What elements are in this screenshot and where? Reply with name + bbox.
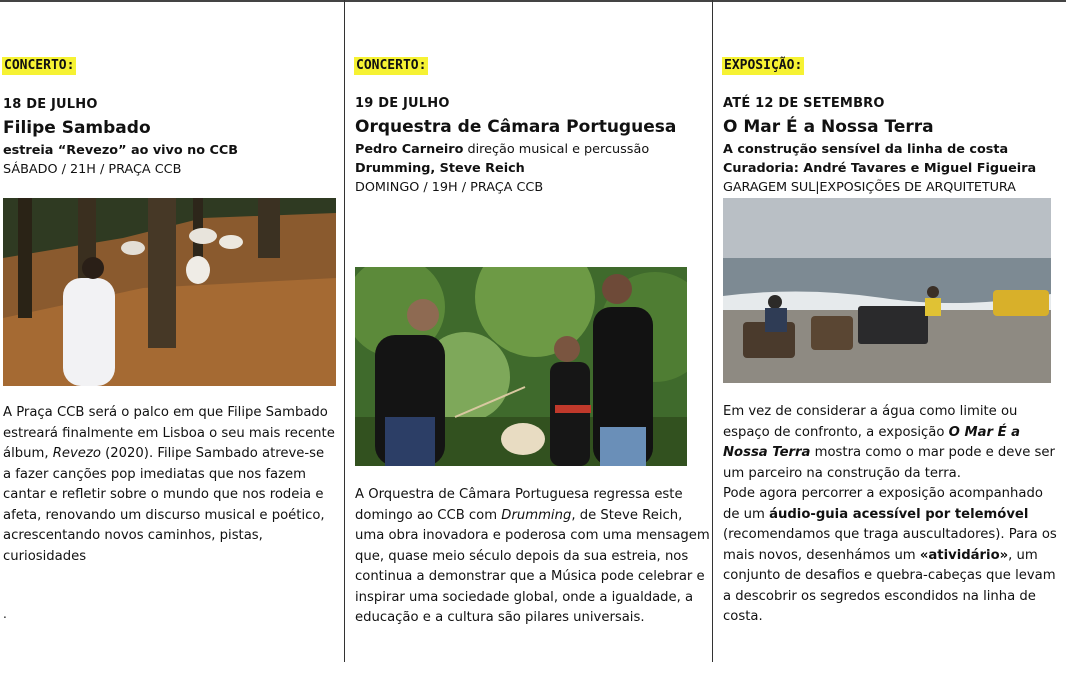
event-column-mar [713, 0, 1068, 670]
event-photo-mar [723, 198, 1051, 383]
event-date: ATÉ 12 DE SETEMBRO [723, 96, 885, 111]
event-description: A Orquestra de Câmara Portuguesa regressa este domingo ao CCB com Drumming, de Steve Reich, uma obra inovadora e poderosa com uma mensagem que, quase meio século depois da sua estreia, nos continua a demonstrar que a Música pode celebrar e inspirar uma sociedade global, onde a igualdade, a educação e a cultura são pilares universais. [355, 487, 710, 625]
event-photo-sambado [3, 198, 336, 386]
event-category-tag: CONCERTO: [4, 58, 75, 73]
event-credits: Pedro Carneiro direção musical e percussão [355, 142, 650, 157]
event-description: Em vez de considerar a água como limite ou espaço de confronto, a exposição O Mar É a Nossa Terra mostra como o mar pode e deve ser um parceiro na construção da terra. Pode agora percorrer a exposição acompanhado de um áudio-guia acessível por telemóvel (recomendamos que traga auscultadores). Para os mais novos, desenhámos um «atividário», um conjunto de desafios e quebra-cabeças que levam a descobrir os segredos escondidos na linha de costa. [723, 404, 1057, 624]
event-category-tag: CONCERTO: [356, 58, 427, 73]
event-title: O Mar É a Nossa Terra [723, 117, 934, 137]
event-date: 18 DE JULHO [3, 97, 98, 112]
event-category-tag: EXPOSIÇÃO: [724, 58, 803, 73]
event-date: 19 DE JULHO [355, 96, 450, 111]
event-photo-orquestra [355, 267, 687, 466]
event-schedule: DOMINGO / 19H / PRAÇA CCB [355, 180, 544, 195]
event-subtitle: estreia “Revezo” ao vivo no CCB [3, 143, 239, 158]
event-curators: Curadoria: André Tavares e Miguel Figueira [723, 161, 1037, 176]
event-column-orquestra [345, 0, 712, 670]
event-title: Orquestra de Câmara Portuguesa [355, 117, 677, 137]
event-subtitle: A construção sensível da linha de costa [723, 142, 1009, 157]
event-description: A Praça CCB será o palco em que Filipe Sambado estreará finalmente em Lisboa o seu mais recente álbum, Revezo (2020). Filipe Sambado atreve-se a fazer canções pop imediatas que nos fazem cantar e refletir sobre o mundo que nos rodeia e afeta, renovando um discurso musical e poético, acrescentando novos caminhos, pistas, curiosidades [3, 405, 335, 564]
event-column-sambado [0, 0, 344, 670]
trailing-dot: . [3, 607, 7, 621]
event-schedule: SÁBADO / 21H / PRAÇA CCB [3, 162, 182, 177]
event-venue: GARAGEM SUL|EXPOSIÇÕES DE ARQUITETURA [723, 180, 1016, 195]
event-program: Drumming, Steve Reich [355, 161, 525, 176]
event-title: Filipe Sambado [3, 118, 151, 138]
